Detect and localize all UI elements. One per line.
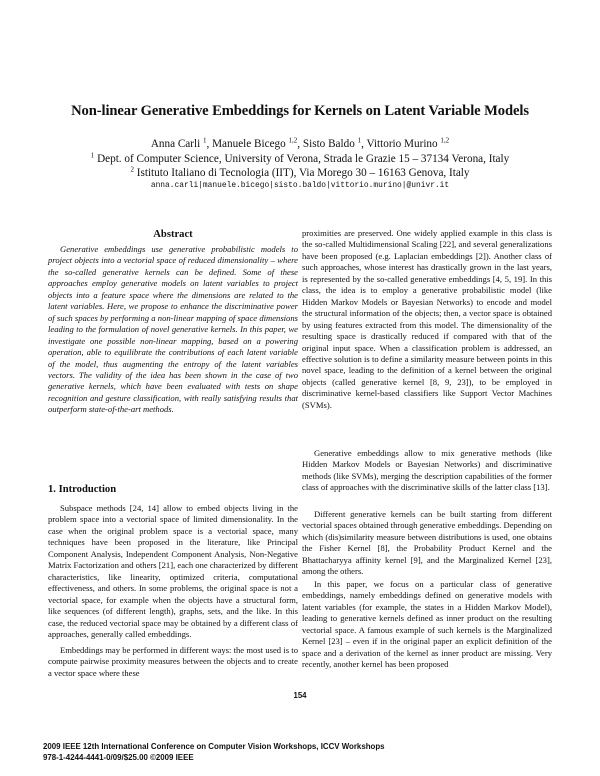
affiliation-2 (0, 167, 600, 179)
author-name: Sisto Baldo (302, 138, 355, 150)
author-affiliation-mark: 1,2 (288, 136, 298, 145)
body-paragraph: Generative embeddings allow to mix generative methods (like Hidden Markov Models or Bayesian Networks) and discriminative methods (like SVMs), merging the description capabilities of the former class of approaches with the discriminative skills of the latter class [13]. (302, 448, 552, 493)
author-name: Vittorio Murino (366, 138, 438, 150)
body-paragraph: In this paper, we focus on a particular class of generative embeddings, namely embeddings defined on generative models with latent variables (for example, the states in a Hidden Markov Model), leading to generative kernels defined as inner product on the resulting vectorial space. A famous example of such kernels is the Marginalized Kernel [23] – even if in the original paper an explicit definition of the space and a derivation of the kernel as inner product are missing. Very recently, another kernel has been proposed (302, 579, 552, 670)
body-paragraph: proximities are preserved. One widely applied example in this class is the so-called Multidimensional Scaling [22], and several generalizations have been proposed (e.g. Laplacian embeddings [2]). Another class of such approaches, whose interest has drastically grown in the last years, is represented by the so-called generative embeddings [4, 5, 19]. In this class, the idea is to employ a generative probabilistic model (like Hidden Markov Models or Bayesian Networks) to encode and model the structural information of the objects; then, a vector space is obtained by using features extracted from this model. The dimensionality of the resulting space is drastically reduced if compared with that of the original input space. When a classification problem is addressed, an effective solution is to define a similarity measure between points in this novel space, leading to the definition of a kernel between the original objects (called generative kernel [8, 9, 23]), to be employed in discriminative kernel-based classifiers like Support Vector Machines (SVMs). (302, 228, 552, 410)
conference-footer: 2009 IEEE 12th International Conference on Computer Vision Workshops, ICCV Workshops (43, 742, 385, 751)
author-name: Anna Carli (150, 138, 201, 150)
author-separator: , (297, 138, 303, 150)
intro-paragraph: Subspace methods [24, 14] allow to embed objects living in the problem space into a vectorial space of limited dimensionality. In the case when the original problem space is a vectorial space, many techniques have been proposed in the literature, like Principal Component Analysis, Independent Component Analysis, Non-Negative Matrix Factorization and others [21], each one characterized by different characteristics, like linearity, optimized criteria, computational effectiveness, and others. In some problems, the original space is not a vectorial space, for example when the objects have a structural form, like sequences (of different length), graphs, sets, and the like. In this case, the reduced vectorial space may be obtained by a different class of approaches, generally called embeddings. (48, 503, 298, 639)
abstract-heading (48, 224, 298, 242)
affiliation-mark: 2 (130, 165, 134, 174)
abstract-text: Generative embeddings use generative probabilistic models to project objects into a vectorial space of reduced dimensionality – where the so-called generative kernels can be defined. Some of these approaches employ generative models on latent variables to project objects into a feature space where the dimensions are related to the latent variables. Here, we propose to enhance the discriminative power of such spaces by performing a non-linear mapping of space dimensions leading to the formulation of novel generative kernels. In this paper, we investigate one possible non-linear mapping, based on a powering operation, able to equilibrate the contributions of each latent variable of the model, thus augmenting the entropy of the latent variables vectors. The validity of the idea has been shown in the case of two generative kernels, which have been evaluated with tests on shape recognition and gesture classification, with really satisfying results that outperform state-of-the-art methods. (48, 244, 298, 415)
paper-title: Non-linear Generative Embeddings for Kernels on Latent Variable Models (71, 103, 529, 119)
page-number: 154 (293, 691, 307, 700)
author-list (0, 138, 600, 150)
affiliation-text: Dept. of Computer Science, University of Verona, Strada le Grazie 15 – 37134 Verona, Italy (97, 153, 510, 165)
abstract-heading-text: Abstract (153, 229, 193, 240)
section-heading-introduction: 1. Introduction (48, 484, 117, 495)
author-emails: anna.carli|manuele.bicego|sisto.baldo|vittorio.murino|@univr.it (150, 181, 450, 190)
author-affiliation-mark: 1 (203, 136, 207, 145)
affiliation-text: Istituto Italiano di Tecnologia (IIT), Via Morego 30 – 16163 Genova, Italy (136, 167, 470, 179)
intro-paragraph: Embeddings may be performed in different ways: the most used is to compute pairwise proximity measures between the objects and to create a vector space where these (48, 645, 298, 678)
author-separator: , (361, 138, 367, 150)
author-name: Manuele Bicego (212, 138, 286, 150)
author-affiliation-mark: 1,2 (440, 136, 450, 145)
copyright-footer: 978-1-4244-4441-0/09/$25.00 ©2009 IEEE (43, 753, 194, 762)
affiliation-1 (0, 153, 600, 165)
author-separator: , (206, 138, 213, 150)
affiliation-mark: 1 (90, 151, 95, 160)
author-affiliation-mark: 1 (357, 136, 362, 145)
body-paragraph: Different generative kernels can be built starting from different vectorial spaces obtained through generative embeddings. Depending on which (dis)similarity measure between distributions is used, one obtains the Fisher Kernel [8], the Probability Product Kernel and the Bhattacharyya affinity kernel [9], and the Marginalized Kernel [23], among the others. (302, 509, 552, 577)
